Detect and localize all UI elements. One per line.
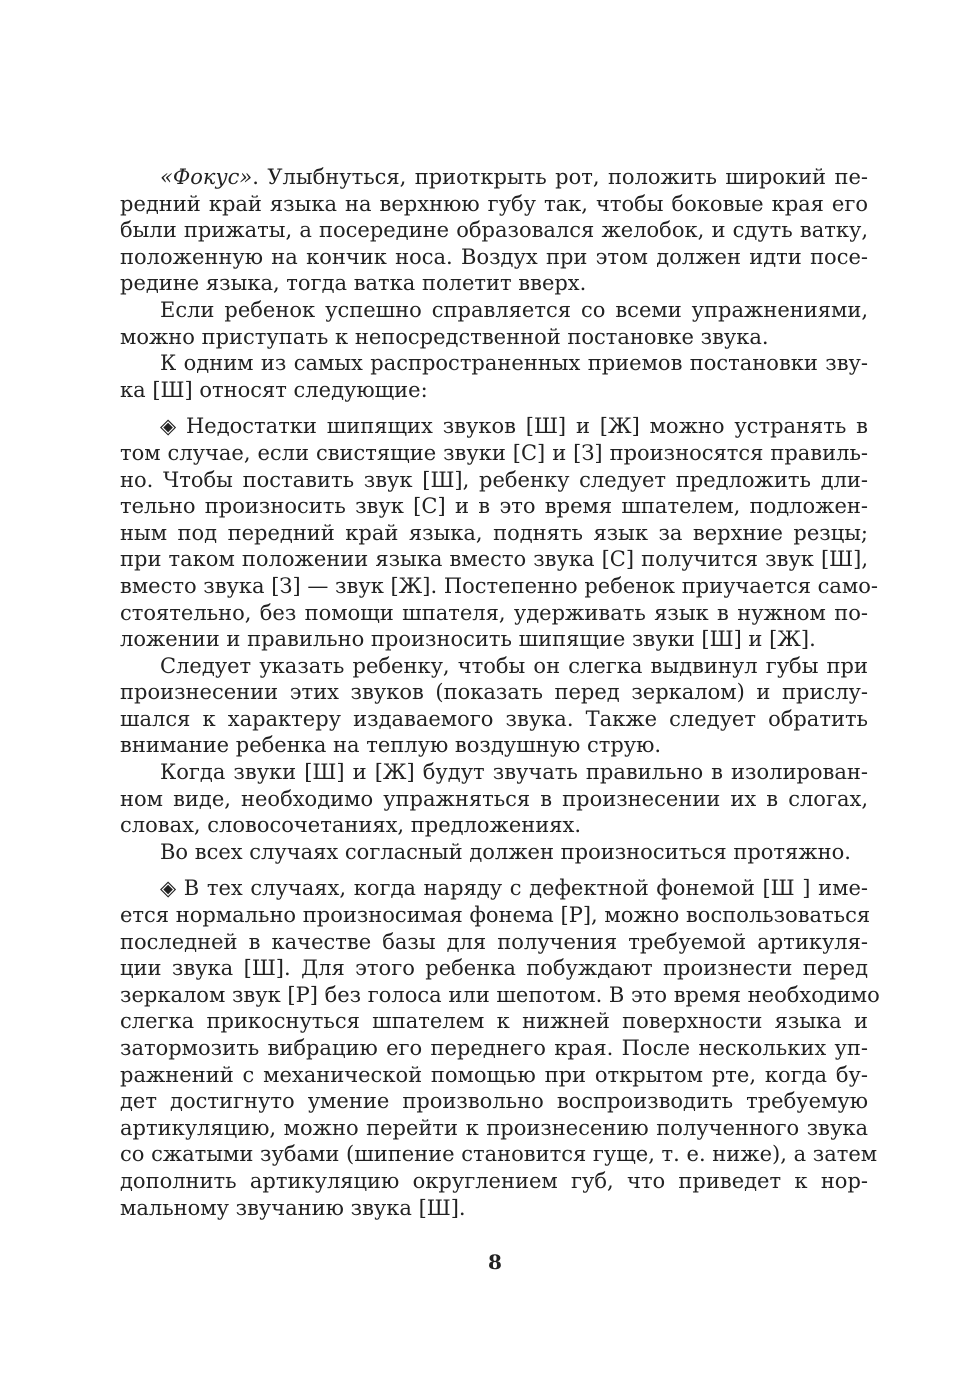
text-line: Во всех случаях согласный должен произноситься протяжно. <box>160 839 851 864</box>
text-line: произнесении этих звуков (показать перед зеркалом) и прислу- <box>120 680 868 705</box>
paragraph <box>120 413 878 652</box>
text-line: тельно произносить звук [С] и в это время шпателем, подложен- <box>120 494 868 519</box>
text-line: ции звука [Ш]. Для этого ребенка побуждают произнести перед <box>120 956 868 981</box>
text-line: Если ребенок успешно справляется со всеми упражнениями, <box>160 297 868 322</box>
text-line: дополнить артикуляцию округлением губ, что приведет к нор- <box>120 1168 868 1193</box>
text-line: шался к характеру издаваемого звука. Также следует обратить <box>120 706 868 731</box>
text-line: ным под передний край языка, поднять язык за верхние резцы; <box>120 520 868 545</box>
text-line: ном виде, необходимо упражняться в произнесении их в слогах, <box>120 786 868 811</box>
text-line: слегка прикоснуться шпателем к нижней поверхности языка и <box>120 1009 868 1034</box>
text-line: словах, словосочетаниях, предложениях. <box>120 813 582 838</box>
paragraph <box>120 653 868 759</box>
text-line: зеркалом звук [Р] без голоса или шепотом. В это время необходимо <box>120 982 880 1007</box>
text-line: ется нормально произносимая фонема [Р], можно воспользоваться <box>120 903 871 928</box>
text-line: Следует указать ребенку, чтобы он слегка выдвинул губы при <box>160 653 868 678</box>
text-line: редний край языка на верхнюю губу так, чтобы боковые края его <box>120 191 868 216</box>
paragraph <box>120 297 868 350</box>
text-line: стоятельно, без помощи шпателя, удерживать язык в нужном по- <box>120 600 868 625</box>
text-line: вместо звука [З] — звук [Ж]. Постепенно ребенок приучается само- <box>120 573 878 598</box>
paragraph <box>120 350 868 403</box>
text-line: Когда звуки [Ш] и [Ж] будут звучать правильно в изолирован- <box>160 760 868 785</box>
text-line: затормозить вибрацию его переднего края. После нескольких уп- <box>120 1036 868 1060</box>
page-number: 8 <box>488 1250 502 1274</box>
text-line: внимание ребенка на теплую воздушную струю. <box>120 733 662 758</box>
text-line: со сжатыми зубами (шипение становится гуще, т. е. ниже), а затем <box>120 1142 878 1167</box>
text-line: К одним из самых распространенных приемов постановки зву- <box>160 351 868 376</box>
text-line: ка [Ш] относят следующие: <box>120 377 428 402</box>
body-text <box>120 164 880 1221</box>
text-line: «Фокус». Улыбнуться, приоткрыть рот, положить широкий пе- <box>160 165 868 189</box>
text-line: ◈ Недостатки шипящих звуков [Ш] и [Ж] можно устранять в <box>160 414 868 439</box>
text-line: при таком положении языка вместо звука [С] получится звук [Ш], <box>120 547 868 572</box>
text-line: но. Чтобы поставить звук [Ш], ребенку следует предложить дли- <box>120 467 868 492</box>
text-line: можно приступать к непосредственной постановке звука. <box>120 324 769 349</box>
paragraph <box>120 839 868 866</box>
text-line: дет достигнуто умение произвольно воспроизводить требуемую <box>120 1089 868 1114</box>
paragraph <box>120 164 868 297</box>
paragraph <box>120 875 880 1221</box>
paragraph <box>120 759 868 839</box>
text-line: редине языка, тогда ватка полетит вверх. <box>120 271 587 296</box>
text-line: были прижаты, а посередине образовался желобок, и сдуть ватку, <box>120 218 868 243</box>
text-line: ражнений с механической помощью при открытом рте, когда бу- <box>120 1062 868 1087</box>
exercise-name: «Фокус» <box>160 165 253 189</box>
text-line: ◈ В тех случаях, когда наряду с дефектной фонемой [Ш ] име- <box>160 876 868 901</box>
text-line: последней в качестве базы для получения требуемой артикуля- <box>120 929 868 954</box>
text-line: артикуляцию, можно перейти к произнесению полученного звука <box>120 1115 868 1140</box>
text-line: том случае, если свистящие звуки [С] и [З] произносятся правиль- <box>120 440 868 465</box>
text-line: мальному звучанию звука [Ш]. <box>120 1195 466 1220</box>
text-line: положенную на кончик носа. Воздух при этом должен идти посе- <box>120 244 868 269</box>
text-line: ложении и правильно произносить шипящие звуки [Ш] и [Ж]. <box>120 627 816 652</box>
